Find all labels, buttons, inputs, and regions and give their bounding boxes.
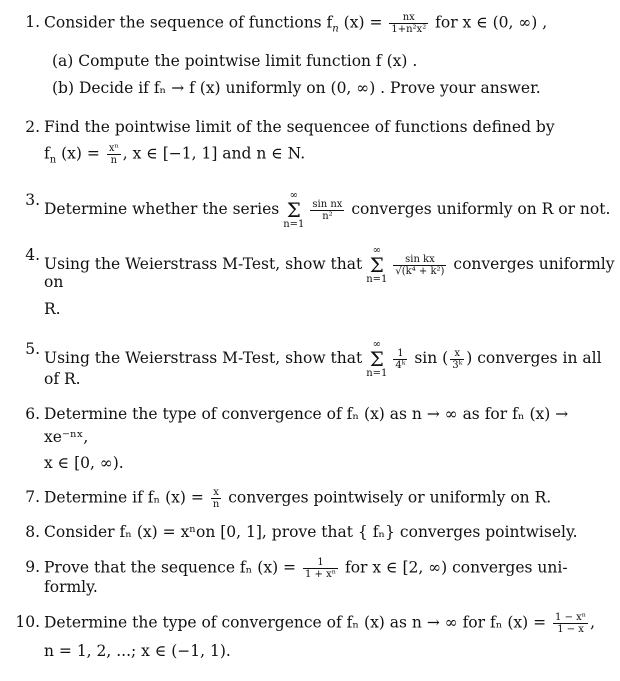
problem-4-line3: R. [44, 300, 61, 318]
problem-2-line2: $f_n$ (x) = $\frac{\text{xⁿ}}{n}$ , x ∈ [−1, 1] and n ∈ N. [44, 143, 306, 166]
problem-1b: (b) Decide if fₙ → f (x) uniformly on (0, ∞) . Prove your answer. [52, 79, 541, 97]
problem-text: Consider the sequence of functions f [44, 13, 333, 32]
problem-4-line2: on [44, 273, 64, 291]
problem-6-line3: x ∈ [0, ∞). [44, 454, 124, 472]
problem-5-line2: of R. [44, 370, 81, 388]
fraction: $\frac{\text{xⁿ}}{n}$ [108, 143, 119, 166]
fraction: $\frac{nx}{\text{1+n²x²}}$ [391, 12, 427, 35]
problem-number: 1. [25, 13, 40, 31]
summation: ∞ Σ n=1 [366, 245, 388, 285]
problem-9-line2: formly. [44, 578, 98, 596]
summation: ∞ Σ n=1 [283, 190, 305, 230]
problem-10-line2: n = 1, 2, ...; x ∈ (−1, 1). [44, 642, 231, 660]
summation: ∞ Σ n=1 [366, 339, 388, 379]
problem-1a: (a) Compute the pointwise limit function f (x) . [52, 52, 418, 70]
problem-6-line2: xe⁻ⁿˣ, [44, 428, 89, 446]
